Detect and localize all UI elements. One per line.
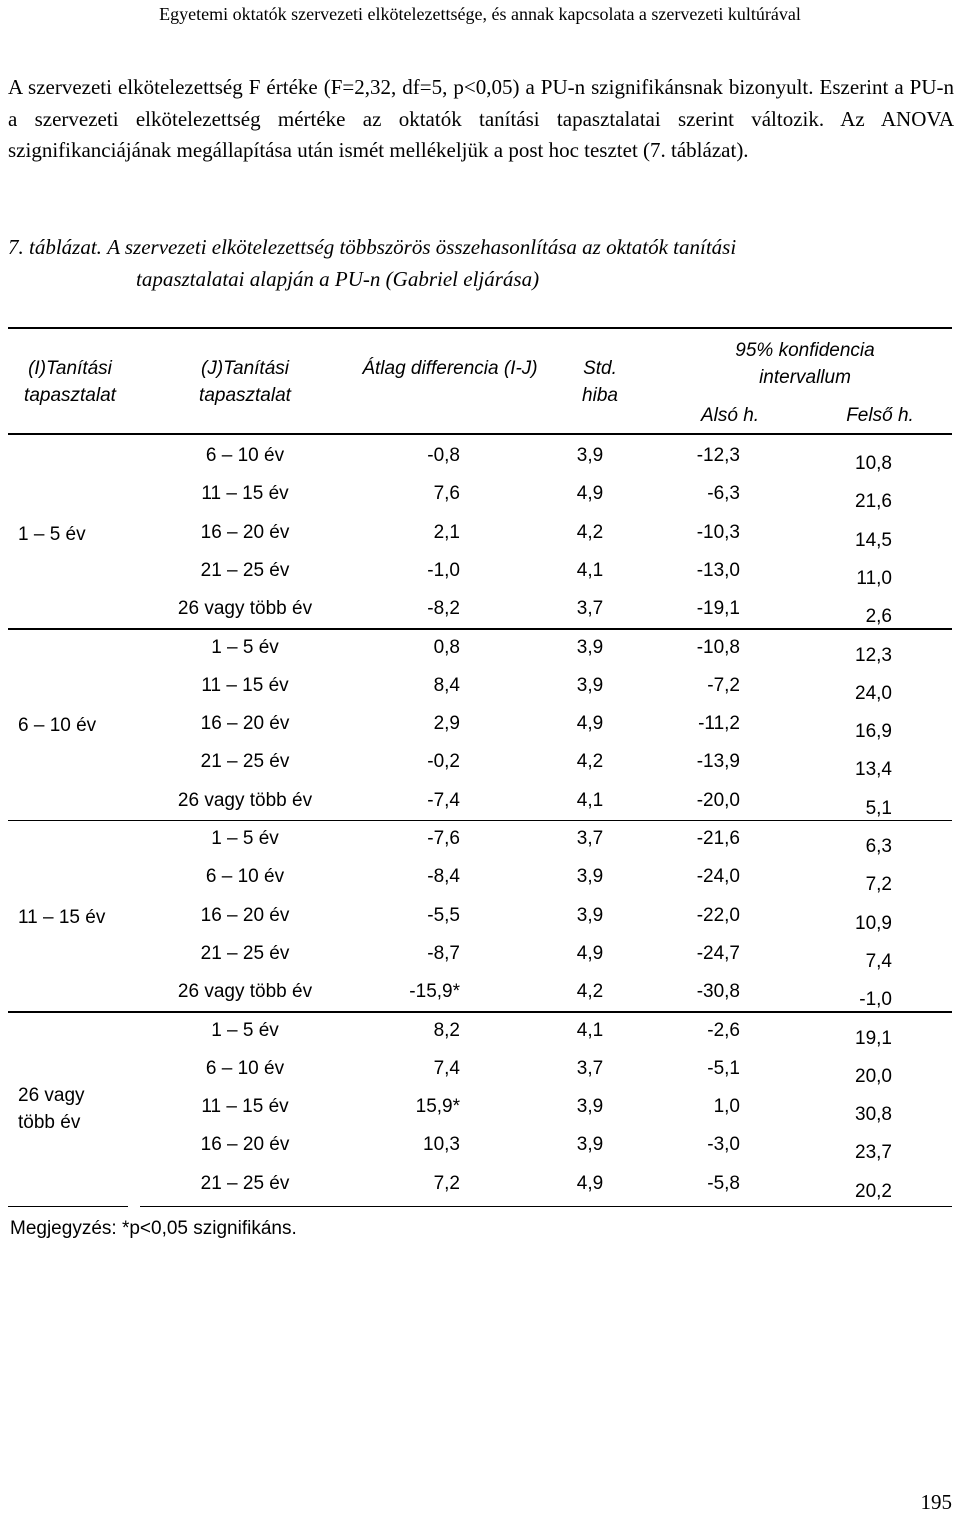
cell-mean-difference: 15,9* xyxy=(415,1096,460,1118)
header-upper-bound: Felső h. xyxy=(846,405,914,426)
group-separator-rule xyxy=(8,628,952,630)
cell-j-experience: 1 – 5 év xyxy=(211,1019,279,1041)
group-separator-rule xyxy=(8,820,952,822)
cell-upper-bound: 16,9 xyxy=(855,721,892,743)
cell-std-error: 3,7 xyxy=(576,828,604,849)
cell-upper-bound: -1,0 xyxy=(859,989,892,1011)
caption-line-1: A szervezeti elkötelezettség többszörös összehasonlítása az oktatók tanítási xyxy=(107,235,737,259)
header-i-experience: (I)Tanítási tapasztalat xyxy=(24,358,116,406)
cell-upper-bound: 13,4 xyxy=(855,759,892,781)
cell-std-error: 4,9 xyxy=(576,713,604,735)
cell-std-error: 4,2 xyxy=(576,751,604,773)
running-header: Egyetemi oktatók szervezeti elkötelezettsége, és annak kapcsolata a szervezeti kultúrával xyxy=(159,4,801,24)
cell-upper-bound: 24,0 xyxy=(855,682,892,704)
cell-mean-difference: -15,9* xyxy=(409,981,460,1003)
cell-lower-bound: -19,1 xyxy=(696,598,740,620)
cell-upper-bound: 10,8 xyxy=(855,453,892,474)
group-label-i-experience: 11 – 15 év xyxy=(18,906,106,928)
cell-std-error: 3,7 xyxy=(576,1057,604,1079)
cell-upper-bound: 14,5 xyxy=(855,529,892,551)
cell-j-experience: 11 – 15 év xyxy=(201,483,289,505)
group-separator-rule xyxy=(8,1011,952,1013)
cell-mean-difference: -0,8 xyxy=(427,445,460,466)
table-note: Megjegyzés: *p<0,05 szignifikáns. xyxy=(10,1218,297,1239)
cell-j-experience: 1 – 5 év xyxy=(211,828,279,849)
cell-lower-bound: -7,2 xyxy=(707,674,740,696)
cell-mean-difference: 8,2 xyxy=(433,1019,460,1041)
page-number: 195 xyxy=(920,1490,952,1514)
caption-line-2: tapasztalatai alapján a PU-n (Gabriel eljárása) xyxy=(136,266,540,291)
cell-j-experience: 26 vagy több év xyxy=(177,598,313,620)
cell-j-experience: 1 – 5 év xyxy=(211,636,279,658)
cell-lower-bound: -6,3 xyxy=(707,483,740,505)
cell-mean-difference: 7,4 xyxy=(433,1057,460,1079)
cell-std-error: 4,2 xyxy=(576,981,604,1003)
cell-lower-bound: -5,8 xyxy=(707,1172,740,1194)
cell-mean-difference: -0,2 xyxy=(427,751,460,773)
cell-j-experience: 16 – 20 év xyxy=(200,521,290,543)
cell-upper-bound: 5,1 xyxy=(865,797,892,819)
group-label-i-experience: 26 vagy több év xyxy=(18,1085,85,1134)
cell-std-error: 4,9 xyxy=(576,483,604,505)
cell-upper-bound: 23,7 xyxy=(855,1142,892,1164)
cell-std-error: 4,2 xyxy=(576,521,604,543)
cell-lower-bound: -24,0 xyxy=(696,866,740,888)
cell-lower-bound: -2,6 xyxy=(707,1019,740,1041)
cell-j-experience: 16 – 20 év xyxy=(200,904,290,926)
table-bottom-rule xyxy=(140,1206,952,1208)
cell-lower-bound: -13,0 xyxy=(696,559,740,581)
cell-upper-bound: 10,9 xyxy=(855,912,892,934)
cell-mean-difference: 0,8 xyxy=(433,636,460,658)
group-label-i-experience: 6 – 10 év xyxy=(18,715,97,737)
cell-upper-bound: 30,8 xyxy=(855,1104,892,1126)
cell-lower-bound: -10,3 xyxy=(696,521,740,543)
body-paragraph: A szervezeti elkötelezettség F értéke (F=2,32, df=5, p<0,05) a PU-n szignifikánsnak bizonyult. Eszerint a PU-n a szervezeti elkötelezettség mértéke az oktatók tanítási tapasztalatai szerint változik. Az ANOVA szignifikanciájának megállapítása után ismét mellékeljük a post hoc tesztet (7. táblázat). xyxy=(8,75,954,162)
cell-std-error: 3,9 xyxy=(576,445,604,466)
cell-std-error: 3,9 xyxy=(576,674,604,696)
cell-j-experience: 21 – 25 év xyxy=(200,1172,290,1194)
cell-lower-bound: -21,6 xyxy=(696,828,740,849)
cell-j-experience: 26 vagy több év xyxy=(177,789,313,811)
cell-mean-difference: -8,7 xyxy=(427,942,460,964)
cell-mean-difference: 2,9 xyxy=(433,713,460,735)
table-header-rule xyxy=(8,433,952,435)
cell-upper-bound: 21,6 xyxy=(855,491,892,513)
cell-lower-bound: -22,0 xyxy=(696,904,740,926)
cell-upper-bound: 6,3 xyxy=(865,836,892,857)
cell-upper-bound: 20,2 xyxy=(855,1180,892,1202)
cell-std-error: 4,9 xyxy=(576,942,604,964)
cell-mean-difference: -8,4 xyxy=(427,866,460,888)
cell-mean-difference: 10,3 xyxy=(423,1134,460,1156)
cell-std-error: 4,1 xyxy=(576,1019,604,1041)
cell-std-error: 4,1 xyxy=(576,559,604,581)
cell-lower-bound: 1,0 xyxy=(713,1096,740,1118)
cell-j-experience: 11 – 15 év xyxy=(201,674,289,696)
cell-lower-bound: -30,8 xyxy=(696,981,740,1003)
header-mean-difference: Átlag differencia (I-J) xyxy=(362,358,538,379)
ci-rule xyxy=(655,327,952,329)
cell-j-experience: 6 – 10 év xyxy=(205,866,285,888)
cell-std-error: 4,1 xyxy=(576,789,604,811)
cell-std-error: 3,9 xyxy=(576,1134,604,1156)
cell-j-experience: 11 – 15 év xyxy=(201,1096,289,1118)
table-bottom-rule-left xyxy=(8,1206,128,1208)
cell-upper-bound: 7,2 xyxy=(865,874,892,896)
cell-mean-difference: 7,2 xyxy=(433,1172,460,1194)
cell-std-error: 3,7 xyxy=(576,598,604,620)
cell-lower-bound: -10,8 xyxy=(696,636,740,658)
cell-mean-difference: -7,6 xyxy=(427,828,460,849)
cell-j-experience: 21 – 25 év xyxy=(200,751,290,773)
cell-lower-bound: -12,3 xyxy=(696,445,740,466)
cell-mean-difference: 2,1 xyxy=(433,521,460,543)
cell-std-error: 4,9 xyxy=(576,1172,604,1194)
cell-lower-bound: -13,9 xyxy=(696,751,740,773)
cell-j-experience: 6 – 10 év xyxy=(205,445,285,466)
cell-j-experience: 16 – 20 év xyxy=(200,713,290,735)
cell-j-experience: 26 vagy több év xyxy=(177,981,313,1003)
cell-mean-difference: -8,2 xyxy=(427,598,460,620)
group-label-i-experience: 1 – 5 év xyxy=(18,523,86,545)
cell-upper-bound: 20,0 xyxy=(855,1065,892,1087)
cell-lower-bound: -20,0 xyxy=(696,789,740,811)
cell-lower-bound: -3,0 xyxy=(707,1134,740,1156)
cell-std-error: 3,9 xyxy=(576,1096,604,1118)
cell-std-error: 3,9 xyxy=(576,866,604,888)
header-std-error: Std. hiba xyxy=(582,358,618,406)
cell-j-experience: 21 – 25 év xyxy=(200,559,290,581)
header-j-experience: (J)Tanítási tapasztalat xyxy=(199,358,291,406)
cell-j-experience: 6 – 10 év xyxy=(205,1057,285,1079)
cell-std-error: 3,9 xyxy=(576,904,604,926)
cell-mean-difference: 8,4 xyxy=(433,674,460,696)
cell-std-error: 3,9 xyxy=(576,636,604,658)
cell-j-experience: 16 – 20 év xyxy=(200,1134,290,1156)
cell-upper-bound: 7,4 xyxy=(865,950,892,972)
cell-mean-difference: -1,0 xyxy=(427,559,460,581)
cell-lower-bound: -5,1 xyxy=(707,1057,740,1079)
table-caption xyxy=(8,232,948,295)
header-confidence-interval: 95% konfidencia intervallum xyxy=(735,340,875,388)
caption-label: 7. táblázat. xyxy=(8,235,102,259)
cell-mean-difference: -7,4 xyxy=(427,789,460,811)
cell-lower-bound: -11,2 xyxy=(698,713,740,735)
cell-lower-bound: -24,7 xyxy=(696,942,740,964)
header-lower-bound: Alsó h. xyxy=(700,405,760,426)
cell-upper-bound: 11,0 xyxy=(856,567,892,589)
cell-j-experience: 21 – 25 év xyxy=(200,942,290,964)
cell-upper-bound: 2,6 xyxy=(865,606,892,628)
cell-mean-difference: -5,5 xyxy=(427,904,460,926)
cell-upper-bound: 19,1 xyxy=(855,1027,892,1049)
cell-mean-difference: 7,6 xyxy=(433,483,460,505)
cell-upper-bound: 12,3 xyxy=(855,644,892,666)
